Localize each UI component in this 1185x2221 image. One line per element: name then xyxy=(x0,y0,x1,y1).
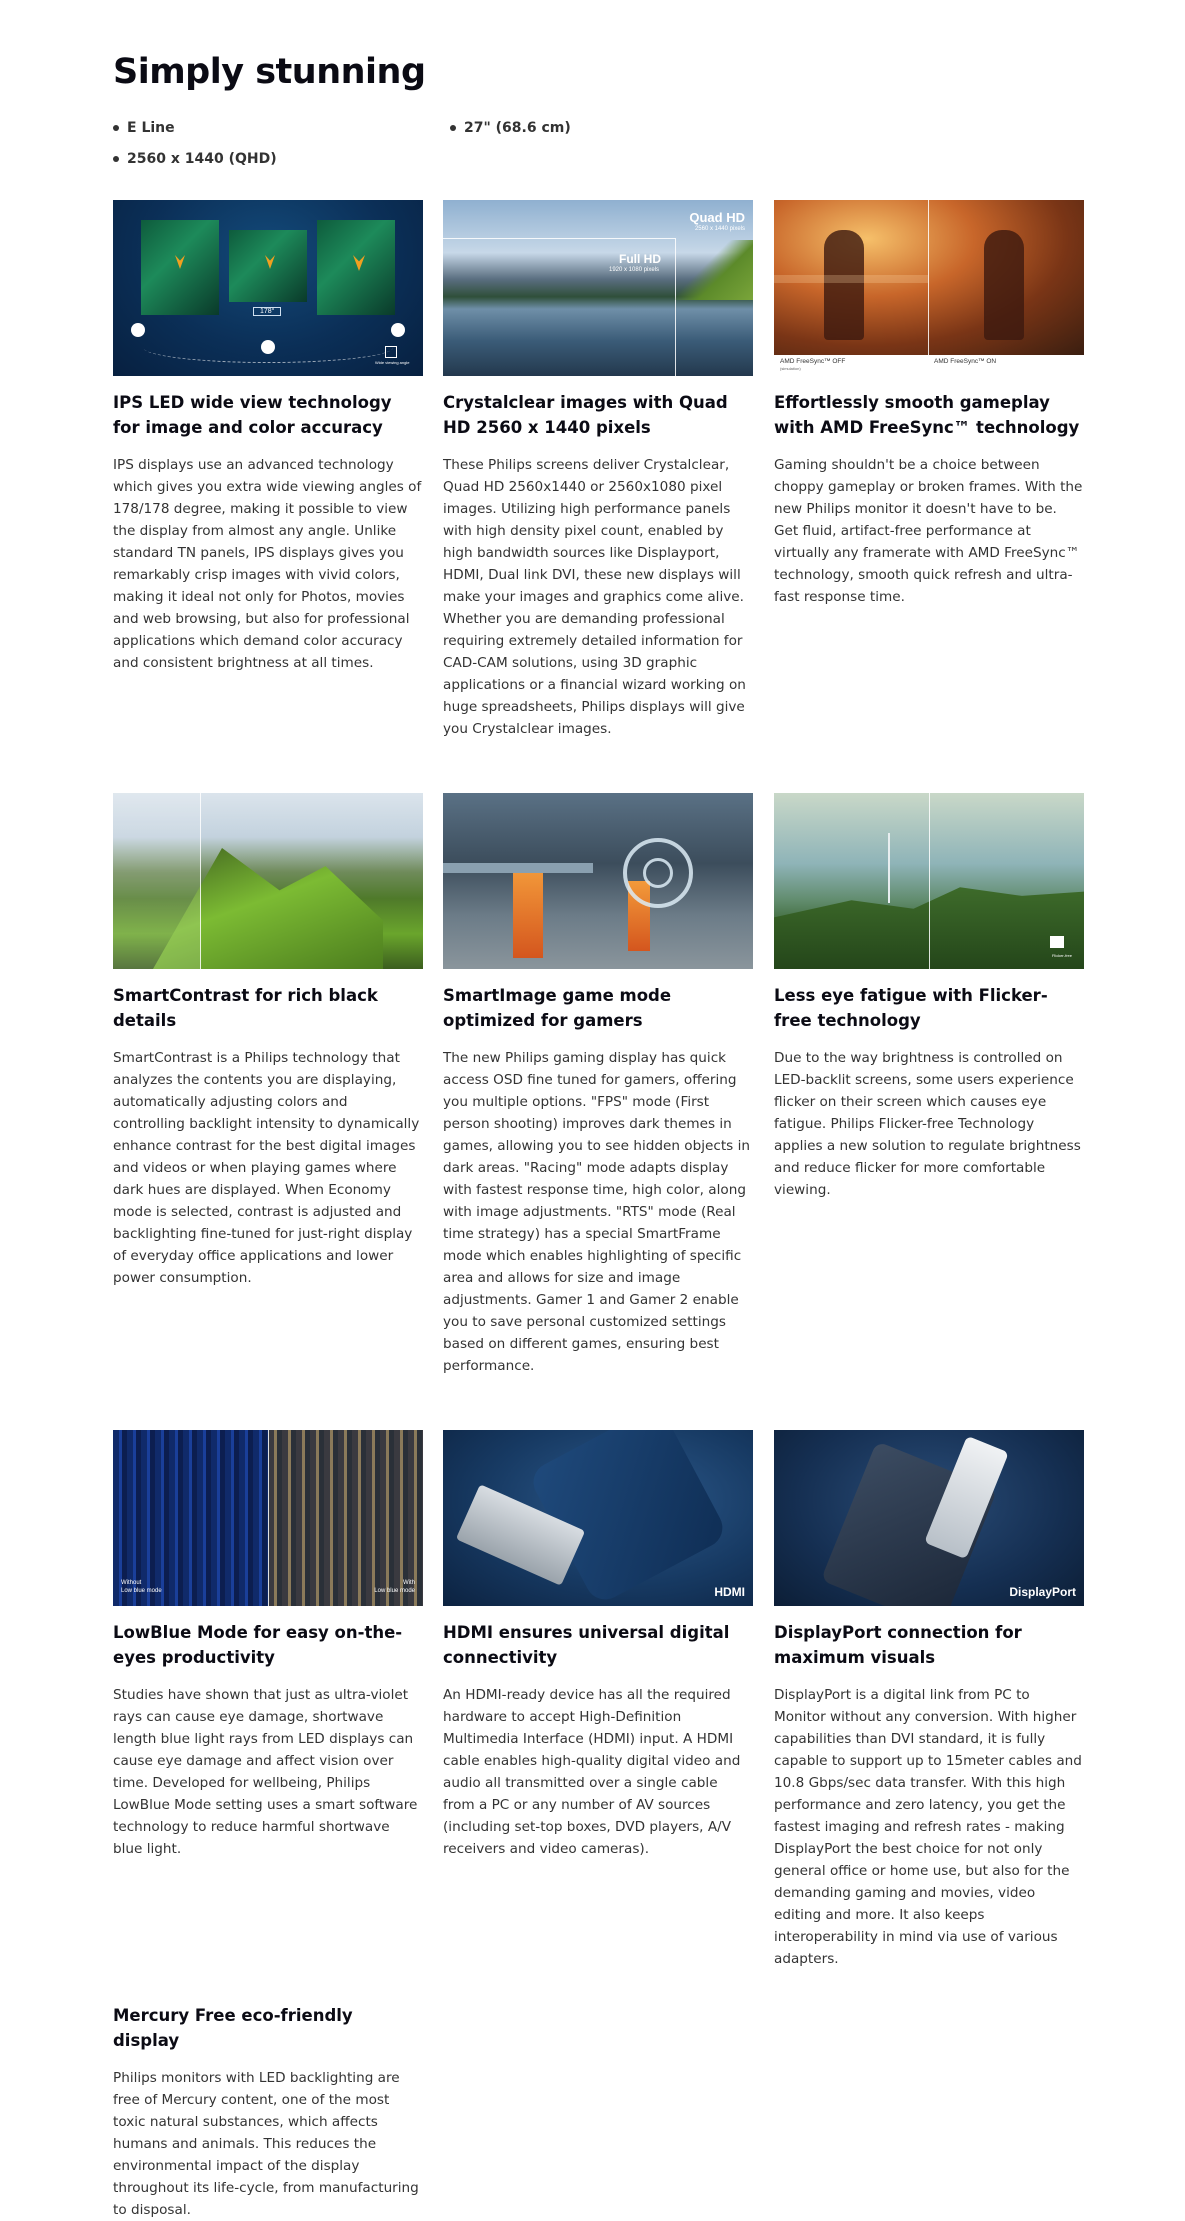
without-label-2: Low blue mode xyxy=(121,1588,162,1594)
hdmi-label: HDMI xyxy=(714,1585,745,1599)
comparison-divider xyxy=(928,200,929,355)
feature-card xyxy=(443,793,753,1377)
feature-body: DisplayPort is a digital link from PC to Monitor without any conversion. With higher capabilities than DVI standard, it is fully capable to support up to 15meter cables and 10.8 Gbps/sec data transfer. With this high performance and zero latency, you get the fastest imaging and refresh rates - making DisplayPort the best choice for not only general office or home use, but also for the demanding gaming and movies, video editing and more. It also keeps interoperability in mind via use of various adapters. xyxy=(774,1687,1082,1967)
without-label: Without xyxy=(121,1580,142,1586)
feature-title: SmartImage game mode optimized for gamers xyxy=(443,986,672,1030)
feature-title: Less eye fatigue with Flicker-free technology xyxy=(774,986,1048,1030)
flicker-free-icon xyxy=(1050,936,1064,948)
spec-item xyxy=(113,120,175,136)
freesync-off-label: AMD FreeSync™ OFF xyxy=(780,358,846,365)
feature-card xyxy=(113,793,423,1289)
comparison-divider xyxy=(929,793,930,969)
feature-body: SmartContrast is a Philips technology that analyzes the contents you are displaying, automatically adjusting colors and controlling backlight intensity to dynamically enhance contrast for the best digital images and videos or when playing games where dark hues are displayed. When Economy mode is selected, contrast is adjusted and backlighting fine-tuned for just-right display of everyday office applications and lower power consumption. xyxy=(113,1050,420,1286)
with-label: With xyxy=(403,1580,415,1586)
feature-body: Gaming shouldn't be a choice between choppy gameplay or broken frames. With the new Philips monitor it doesn't have to be. Get fluid, artifact-free performance at virtually any framerate with AMD FreeSync™ technology, smooth quick refresh and ultra-fast response time. xyxy=(774,457,1083,605)
spec-label: 2560 x 1440 (QHD) xyxy=(127,151,277,167)
feature-body: Due to the way brightness is controlled on LED-backlit screens, some users experience flicker on their screen which causes eye fatigue. Philips Flicker-free Technology applies a new solution to regulate brightness and reduce flicker for more comfortable viewing. xyxy=(774,1050,1081,1198)
feature-title: Effortlessly smooth gameplay with AMD FreeSync™ technology xyxy=(774,393,1080,437)
with-label-2: Low blue mode xyxy=(374,1588,415,1594)
freesync-off-sub: (simulation) xyxy=(780,366,801,371)
feature-card xyxy=(113,1430,423,1860)
feature-card xyxy=(113,1989,423,2221)
flicker-free-label: Flicker-free xyxy=(1051,953,1072,958)
feature-card xyxy=(443,200,753,740)
wind-turbine-icon xyxy=(888,833,890,903)
page-title: Simply stunning xyxy=(113,52,426,92)
feature-image-lowblue xyxy=(113,1430,423,1606)
feature-image-ips xyxy=(113,200,423,376)
feature-title: Crystalclear images with Quad HD 2560 x 1440 pixels xyxy=(443,393,728,437)
spec-label: E Line xyxy=(127,120,175,136)
viewer-icon xyxy=(131,323,145,337)
feature-image-freesync xyxy=(774,200,1084,376)
feature-body: Studies have shown that just as ultra-violet rays can cause eye damage, shortwave length blue light rays from LED displays can cause eye damage and affect vision over time. Developed for wellbeing, Philips LowBlue Mode setting uses a smart software technology to reduce harmful shortwave blue light. xyxy=(113,1687,418,1857)
spec-label: 27" (68.6 cm) xyxy=(464,120,571,136)
feature-image-quad-hd xyxy=(443,200,753,376)
feature-card xyxy=(774,793,1084,1201)
full-hd-label: Full HD xyxy=(619,252,661,266)
bullet-icon xyxy=(450,125,456,131)
spec-item xyxy=(113,151,277,167)
feature-card xyxy=(113,200,423,674)
feature-title: LowBlue Mode for easy on-the-eyes productivity xyxy=(113,1623,403,1667)
feature-card xyxy=(774,200,1084,608)
spec-item xyxy=(450,120,571,136)
feature-body: These Philips screens deliver Crystalclear, Quad HD 2560x1440 or 2560x1080 pixel images. Utilizing high performance panels with high density pixel count, enabled by high bandwidth sources like Displayport, HDMI, Dual link DVI, these new displays will make your images and graphics come alive. Whether you are demanding professional requiring extremely detailed information for CAD-CAM solutions, using 3D graphic applications or a financial wizard working on huge spreadsheets, Philips displays will give you Crystalclear images. xyxy=(443,457,746,737)
feature-image-smartimage xyxy=(443,793,753,969)
freesync-on-label: AMD FreeSync™ ON xyxy=(934,358,997,365)
feature-image-smartcontrast xyxy=(113,793,423,969)
wide-angle-icon xyxy=(385,346,397,358)
feature-title: HDMI ensures universal digital connectivity xyxy=(443,1623,730,1667)
feature-card xyxy=(774,1430,1084,1970)
feature-image-displayport xyxy=(774,1430,1084,1606)
feature-title: Mercury Free eco-friendly display xyxy=(113,2006,353,2050)
displayport-label: DisplayPort xyxy=(1009,1585,1076,1599)
feature-title: SmartContrast for rich black details xyxy=(113,986,378,1030)
feature-title: IPS LED wide view technology for image and color accuracy xyxy=(113,393,392,437)
comparison-divider xyxy=(268,1430,269,1606)
feature-body: The new Philips gaming display has quick access OSD fine tuned for gamers, offering you multiple options. "FPS" mode (First person shooting) improves dark themes in games, allowing you to see hidden objects in dark areas. "Racing" mode adapts display with fastest response time, high color, along with image adjustments. "RTS" mode (Real time strategy) has a special SmartFrame mode which enables highlighting of specific area and allows for size and image adjustments. Gamer 1 and Gamer 2 enable you to save personal customized settings based on different games, ensuring best performance. xyxy=(443,1050,750,1374)
feature-body: An HDMI-ready device has all the required hardware to accept High-Definition Multimedia Interface (HDMI) input. A HDMI cable enables high-quality digital video and audio all transmitted over a single cable from a PC or any number of AV sources (including set-top boxes, DVD players, A/V receivers and video cameras). xyxy=(443,1687,741,1857)
wide-angle-label: Wide viewing angle xyxy=(375,360,410,365)
quad-hd-label: Quad HD xyxy=(689,210,745,225)
feature-body: Philips monitors with LED backlighting are free of Mercury content, one of the most toxic natural substances, which affects humans and animals. This reduces the environmental impact of the display throughout its life-cycle, from manufacturing to disposal. xyxy=(113,2070,419,2218)
feature-title: DisplayPort connection for maximum visuals xyxy=(774,1623,1022,1667)
bullet-icon xyxy=(113,156,119,162)
feature-body: IPS displays use an advanced technology which gives you extra wide viewing angles of 178/178 degree, making it possible to view the display from almost any angle. Unlike standard TN panels, IPS displays gives you remarkably crisp images with vivid colors, making it ideal not only for Photos, movies and web browsing, but also for professional applications which demand color accuracy and consistent brightness at all times. xyxy=(113,457,422,671)
feature-card xyxy=(443,1430,753,1860)
full-hd-sub: 1920 x 1080 pixels xyxy=(609,267,660,273)
viewer-icon xyxy=(391,323,405,337)
feature-image-hdmi xyxy=(443,1430,753,1606)
feature-image-flicker-free xyxy=(774,793,1084,969)
comparison-divider xyxy=(200,793,201,969)
angle-label: 178° xyxy=(253,307,281,316)
quad-hd-sub: 2560 x 1440 pixels xyxy=(694,226,745,232)
bullet-icon xyxy=(113,125,119,131)
viewer-icon xyxy=(261,340,275,354)
